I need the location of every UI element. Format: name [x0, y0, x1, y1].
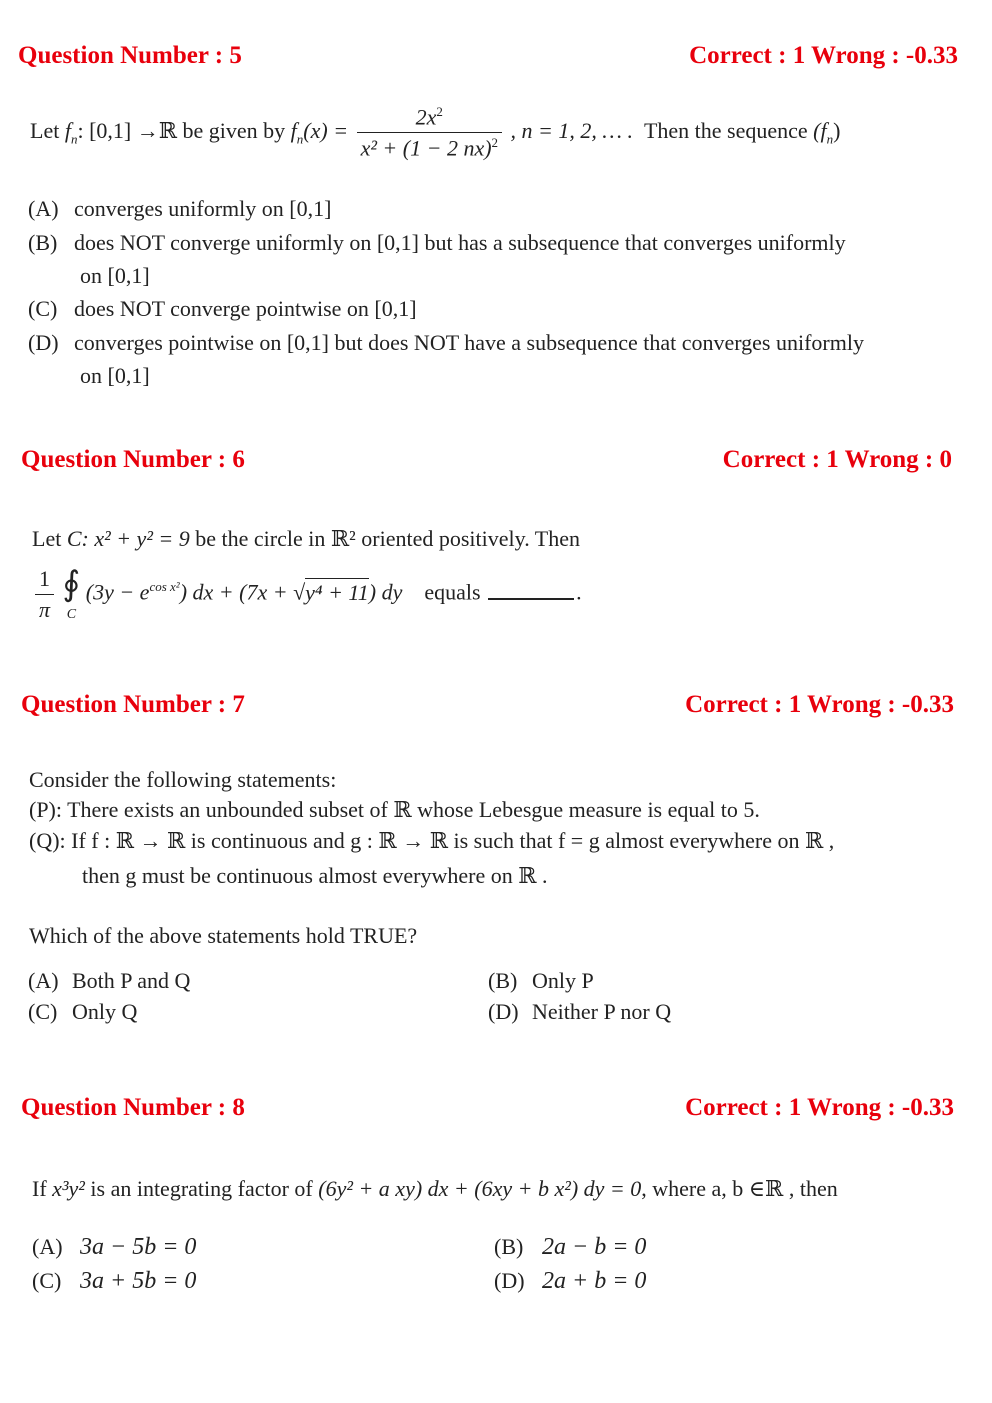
option-text: does NOT converge uniformly on [0,1] but has a subsequence that converges uniformly [74, 230, 846, 255]
option-b[interactable] [488, 968, 594, 994]
option-text: on [0,1] [80, 363, 150, 388]
stem-text: oriented positively. Then [361, 526, 580, 551]
score-label: Correct : 1 Wrong : 0 [722, 446, 952, 473]
numerator-text: 2x [415, 104, 437, 130]
fraction-denominator [357, 133, 502, 161]
option-b[interactable] [494, 1234, 646, 1261]
option-letter: (A) [28, 196, 59, 221]
option-letter: (D) [28, 330, 59, 355]
exponent: 2 [491, 135, 499, 151]
option-text: Only P [532, 968, 594, 993]
math-seq: (f [813, 117, 827, 143]
option-a[interactable] [28, 196, 331, 222]
option-letter: (C) [28, 999, 58, 1024]
question-number: Question Number : 6 [21, 446, 245, 473]
stem-text: then g must be continuous almost everywhere on ℝ . [82, 863, 548, 888]
option-letter: (C) [32, 1268, 62, 1293]
option-c[interactable] [28, 999, 137, 1025]
question-6-integral [32, 566, 582, 623]
math-curve: C [66, 526, 82, 551]
score-label: Correct : 1 Wrong : -0.33 [685, 1094, 954, 1121]
option-d[interactable] [494, 1268, 646, 1295]
integral-sign: ∮ [62, 565, 81, 603]
math-sub: n [296, 131, 304, 147]
question-7-ask [29, 923, 417, 949]
option-text: Neither P nor Q [532, 999, 672, 1024]
option-text: on [0,1] [80, 263, 150, 288]
fraction [357, 104, 502, 162]
option-c[interactable] [32, 1268, 196, 1295]
question-8-stem [32, 1176, 838, 1202]
option-letter: (A) [28, 968, 59, 993]
option-a[interactable] [32, 1234, 196, 1261]
exponent: 2 [436, 104, 443, 119]
option-d[interactable] [488, 999, 671, 1025]
option-text: 2a − b = 0 [542, 1234, 647, 1260]
math-equation: : x² + y² = 9 [81, 526, 190, 551]
option-text: Only Q [72, 999, 138, 1024]
math-func: f [290, 117, 297, 143]
option-letter: (C) [28, 296, 58, 321]
answer-blank[interactable] [488, 582, 574, 600]
statement-q [29, 828, 834, 854]
option-text: 3a + 5b = 0 [80, 1268, 197, 1294]
stem-text: If [32, 1176, 47, 1201]
stem-text: Let [30, 117, 60, 143]
math-factor: x³y² [52, 1176, 85, 1201]
option-letter: (A) [32, 1234, 63, 1259]
stem-text: Consider the following statements: [29, 767, 337, 792]
option-c[interactable] [28, 296, 417, 322]
statement-q-continuation [82, 863, 548, 889]
option-text: does NOT converge pointwise on [0,1] [74, 296, 417, 321]
fraction-denominator: π [39, 597, 51, 622]
option-letter: (B) [28, 230, 58, 255]
option-text: converges uniformly on [0,1] [74, 196, 332, 221]
stem-text: equals [424, 579, 481, 605]
period: . [576, 579, 582, 605]
option-letter: (B) [494, 1234, 524, 1259]
math-range: , n = 1, 2, … . [510, 117, 633, 143]
math-seq-close: ) [833, 117, 841, 143]
question-number: Question Number : 8 [21, 1094, 245, 1121]
question-7-header [0, 691, 992, 725]
math-domain: : [0,1] →ℝ [77, 117, 178, 143]
math-space: ℝ² [330, 526, 356, 551]
option-text: converges pointwise on [0,1] but does NOT have a subsequence that converges uniformly [74, 330, 864, 355]
score-label: Correct : 1 Wrong : -0.33 [689, 42, 958, 69]
denominator-text: x² + (1 − 2 nx) [360, 135, 492, 161]
option-text: 3a − 5b = 0 [80, 1234, 197, 1260]
option-a[interactable] [28, 968, 190, 994]
option-text: Both P and Q [72, 968, 191, 993]
stem-text: be the circle in [195, 526, 326, 551]
stem-text: (P): There exists an unbounded subset of ℝ whose Lebesgue measure is equal to 5. [29, 797, 760, 822]
option-letter: (B) [488, 968, 518, 993]
stem-text: , where a, b ∈ℝ , then [641, 1176, 838, 1201]
option-d[interactable] [28, 330, 864, 356]
stem-text: (Q): If f : ℝ → ℝ is continuous and g : ℝ → ℝ is such that f = g almost everywhere on ℝ , [29, 828, 835, 853]
integrand-part: ) dx + (7x + [179, 579, 294, 605]
question-5-stem [30, 104, 840, 162]
stem-text: Which of the above statements hold TRUE? [29, 923, 418, 948]
contour-integral [62, 565, 81, 622]
question-6-header [0, 446, 992, 480]
integrand-part: (3y − e [85, 579, 150, 605]
stem-text: Then the sequence [643, 117, 808, 143]
option-d-continuation [80, 363, 150, 389]
question-6-stem [32, 526, 580, 552]
fraction-numerator: 1 [35, 566, 54, 595]
exponent: cos x² [149, 579, 180, 595]
question-number: Question Number : 5 [18, 42, 242, 69]
math-arg: (x) = [303, 117, 349, 143]
option-letter: (D) [494, 1268, 525, 1293]
statement-p [29, 797, 760, 823]
question-8-header [0, 1094, 992, 1128]
math-expression: (6y² + a xy) dx + (6xy + b x²) dy = 0 [318, 1176, 642, 1201]
integral-subscript: C [66, 606, 77, 622]
option-text: 2a + b = 0 [542, 1268, 647, 1294]
score-label: Correct : 1 Wrong : -0.33 [685, 691, 954, 718]
option-letter: (D) [488, 999, 519, 1024]
math-func: f [64, 117, 71, 143]
math-sub: n [70, 131, 78, 147]
coefficient-fraction [35, 566, 54, 623]
math-sub: n [826, 131, 834, 147]
question-7-intro [29, 767, 336, 793]
stem-text: Let [32, 526, 62, 551]
stem-text: is an integrating factor of [90, 1176, 313, 1201]
integrand-part: ) dy [368, 579, 403, 605]
sqrt-sign: √ [293, 579, 306, 605]
stem-text: be given by [182, 117, 286, 143]
fraction-numerator [357, 104, 502, 133]
radicand: y⁴ + 11 [305, 579, 369, 605]
question-5-header [0, 42, 992, 76]
option-b[interactable] [28, 230, 846, 256]
option-b-continuation [80, 263, 150, 289]
question-number: Question Number : 7 [21, 691, 245, 718]
